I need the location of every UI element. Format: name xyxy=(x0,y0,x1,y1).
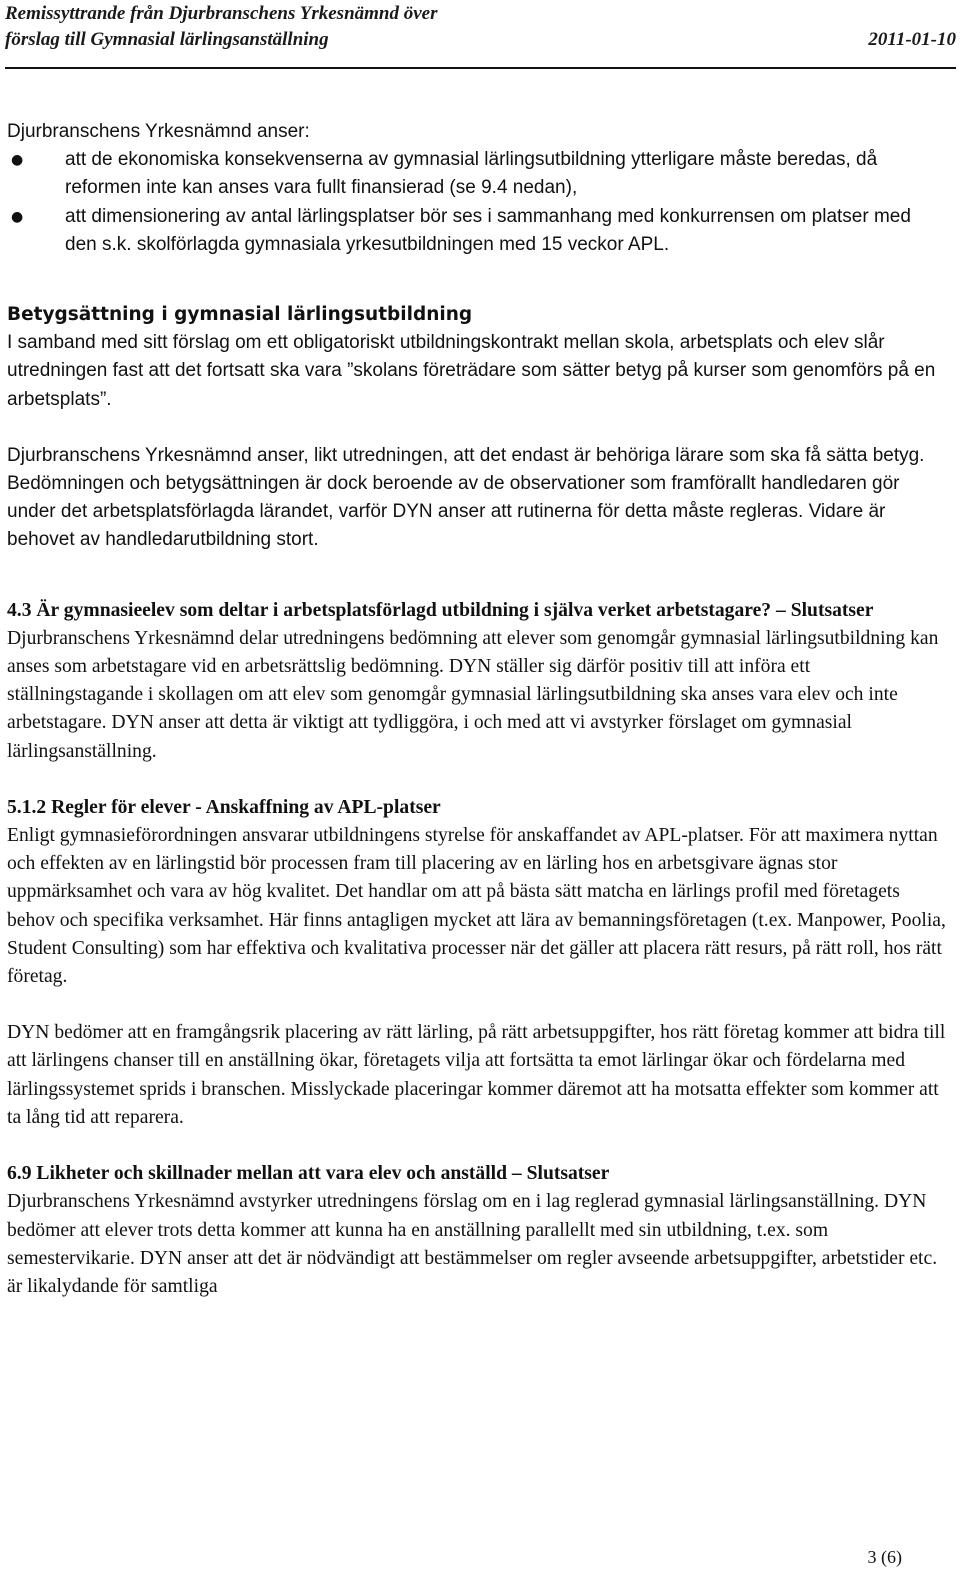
bullet-text: att dimensionering av antal lärlingsplatser bör ses i sammanhang med konkurrensen om platser med den s.k. skolförlagda gymnasiala yrkesutbildningen med 15 veckor APL. xyxy=(65,205,911,255)
paragraph: DYN bedömer att en framgångsrik placering av rätt lärling, på rätt arbetsuppgifter, hos rätt företag kommer att bidra till att lärlingens chanser till en anställning ökar, företagets vilja att fortsätta ta emot lärlingar ökar och fördelarna med lärlingssystemet sprids i branschen. Misslyckade placeringar kommer däremot att ha motsatta effekter som kommer att ta lång tid att reparera. xyxy=(7,1022,946,1128)
header-title-line-1: Remissyttrande från Djurbranschens Yrkesnämnd över xyxy=(5,3,438,24)
section-heading: 6.9 Likheter och skillnader mellan att vara elev och anställd – Slutsatser xyxy=(7,1163,610,1185)
section-heading: Betygsättning i gymnasial lärlingsutbildning xyxy=(7,304,473,326)
page-header xyxy=(5,0,956,75)
page-number: 3 (6) xyxy=(867,1547,902,1567)
paragraph: Enligt gymnasieförordningen ansvarar utbildningens styrelse för anskaffandet av APL-platser. För att maximera nyttan och effekten av en lärlingstid bör processen fram till placering av en lärling hos en arbetsgivare ägnas stor uppmärksamhet och vara av hög kvalitet. Det handlar om att på bästa sätt matcha en lärlings profil med företagets behov och specifika verksamhet. Här finns antagligen mycket att lära av bemanningsföretagen (t.ex. Manpower, Poolia, Student Consulting) som har effektiva och kvalitativa processer när det gäller att placera rätt resurs, på rätt roll, hos rätt företag. xyxy=(7,825,946,988)
bullet-text: att de ekonomiska konsekvenserna av gymnasial lärlingsutbildning ytterligare måste beredas, då reformen inte kan anses vara fullt finansierad (se 9.4 nedan), xyxy=(65,149,878,199)
section-heading: 5.1.2 Regler för elever - Anskaffning av APL-platser xyxy=(7,796,441,818)
intro-section xyxy=(7,118,947,259)
list-item xyxy=(7,203,947,259)
list-item xyxy=(7,146,947,202)
paragraph: Djurbranschens Yrkesnämnd delar utredningens bedömning att elever som genomgår gymnasial lärlingsutbildning kan anses som arbetstagare vid en arbetsrättslig bedömning. DYN ställer sig därför positiv till att införa ett ställningstagande i skollagen om att elev som genomgår gymnasial lärlingsutbildning ska anses vara elev och inte arbetstagare. DYN anser att detta är viktigt att tydliggöra, i och med att vi avstyrker förslaget om gymnasial lärlingsanställning. xyxy=(7,627,939,762)
document-body xyxy=(7,118,947,1301)
header-title-line-2: förslag till Gymnasial lärlingsanställning xyxy=(5,29,329,50)
header-date: 2011-01-10 xyxy=(868,29,956,50)
paragraph: Djurbranschens Yrkesnämnd avstyrker utredningens förslag om en i lag reglerad gymnasial lärlingsanställning. DYN bedömer att elever trots detta kommer att kunna ha en anställning parallellt med sin utbildning, t.ex. som semestervikarie. DYN anser att det är nödvändigt att bestämmelser om regler avseende arbetsuppgifter, arbetstider etc. är likalydande för samtliga xyxy=(7,1191,938,1297)
paragraph: I samband med sitt förslag om ett obligatoriskt utbildningskontrakt mellan skola, arbetsplats och elev slår utredningen fast att det fortsatt ska vara ”skolans företrädare som sätter betyg på kurser som genomförs på en arbetsplats”. xyxy=(7,332,936,410)
section-5-1-2 xyxy=(7,794,947,1132)
bullet-icon: ● xyxy=(11,208,24,225)
header-divider xyxy=(5,67,956,69)
section-heading: 4.3 Är gymnasieelev som deltar i arbetsplatsförlagd utbildning i själva verket arbetstagare? – Slutsatser xyxy=(7,599,874,621)
paragraph: Djurbranschens Yrkesnämnd anser, likt utredningen, att det endast är behöriga lärare som ska få sätta betyg. Bedömningen och betygsättningen är dock beroende av de observationer som framförallt handledaren gör under det arbetsplatsförlagda lärandet, varför DYN anser att rutinerna för detta måste regleras. Vidare är behovet av handledarutbildning stort. xyxy=(7,444,925,551)
intro-lead: Djurbranschens Yrkesnämnd anser: xyxy=(7,121,310,142)
section-betygsattning xyxy=(7,301,947,555)
section-4-3 xyxy=(7,597,947,766)
intro-bullet-list xyxy=(7,146,947,259)
bullet-icon: ● xyxy=(11,152,24,169)
section-6-9 xyxy=(7,1160,947,1301)
